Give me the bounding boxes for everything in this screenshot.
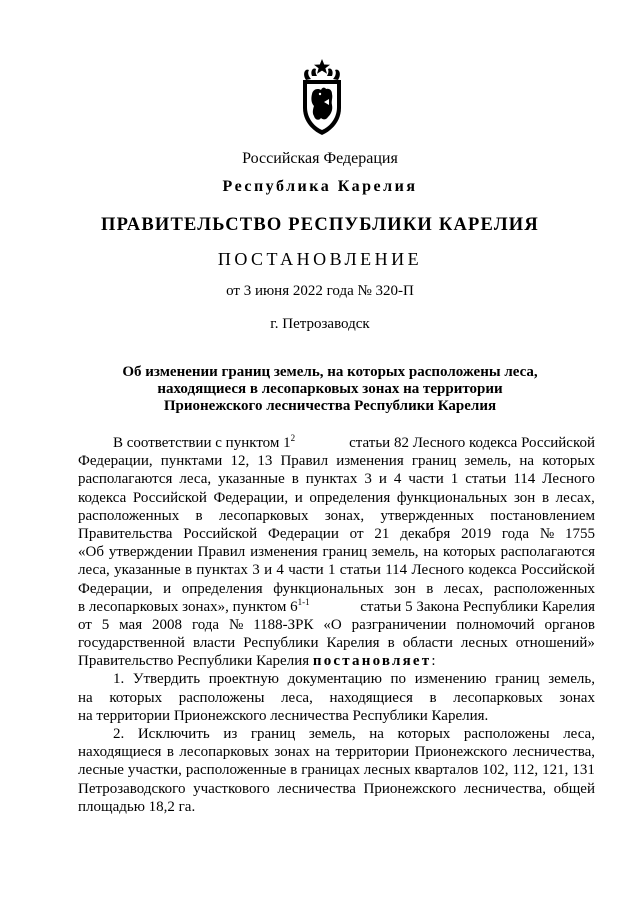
- word: Лесного: [542, 471, 595, 488]
- word: в: [166, 744, 174, 761]
- word: леса,: [179, 471, 212, 488]
- word: в: [291, 471, 299, 488]
- word: расположенных: [493, 580, 595, 597]
- word: изменению: [414, 671, 487, 688]
- word: полномочий: [456, 616, 535, 633]
- word: лесах,: [443, 580, 484, 597]
- body-text: В соответствии с пунктом $1^2$: [113, 433, 296, 451]
- coat-of-arms-of-karelia-emblem: [298, 58, 346, 136]
- word: Исключить: [137, 726, 210, 742]
- word: зонах: [559, 689, 595, 706]
- word: утверждении: [108, 544, 193, 561]
- word: в: [541, 489, 550, 506]
- body-line: площадью 18,2 га.: [78, 798, 196, 815]
- word: 1.: [113, 671, 125, 688]
- word: 102,: [482, 762, 509, 779]
- word: в: [195, 507, 203, 524]
- word: 4: [393, 471, 402, 488]
- word: находящиеся: [78, 744, 162, 761]
- word: 3: [252, 562, 260, 579]
- body-line: [78, 670, 595, 688]
- word: части: [408, 471, 444, 488]
- body-line: [78, 652, 595, 670]
- word: Карелия: [326, 635, 380, 652]
- word: в: [387, 635, 395, 652]
- body-line: [78, 434, 595, 452]
- word: расположенных: [78, 507, 180, 524]
- republic-name: Республика Карелия: [222, 178, 418, 195]
- word: от: [349, 525, 364, 542]
- word: 2.: [113, 726, 125, 742]
- word: лесных: [363, 762, 411, 779]
- superscript: 1-1: [297, 596, 310, 607]
- word: Российской: [132, 489, 207, 506]
- word: определения: [181, 580, 263, 597]
- word: которых: [109, 689, 163, 706]
- word: 3: [364, 471, 372, 488]
- word: которых: [442, 544, 496, 561]
- word: границ: [250, 726, 296, 742]
- word: указанные: [114, 562, 181, 579]
- government-heading: ПРАВИТЕЛЬСТВО РЕСПУБЛИКИ КАРЕЛИЯ: [101, 215, 539, 235]
- word: леса,: [78, 562, 110, 579]
- word: 121,: [542, 762, 569, 779]
- body-line: на территории Прионежского лесничества Республики Карелия.: [78, 707, 489, 724]
- word: зонах,: [324, 507, 365, 524]
- word: лесопарковых: [453, 689, 543, 706]
- body-line: [78, 616, 595, 634]
- word: разграничении: [351, 616, 447, 633]
- word: лесопарковых: [218, 507, 309, 524]
- word: расположенные: [185, 762, 287, 779]
- word: Правительства: [78, 525, 173, 542]
- word: Петрозаводского: [78, 780, 186, 797]
- word: Российской: [520, 562, 595, 579]
- word: леса,: [563, 726, 595, 742]
- word: «О: [323, 616, 342, 633]
- word: Федерации,: [213, 489, 289, 506]
- word: на: [78, 689, 93, 706]
- word: власти: [192, 635, 236, 652]
- word: документацию: [287, 671, 382, 688]
- word: 131: [572, 762, 595, 779]
- word: зон: [513, 489, 536, 506]
- body-line: [78, 725, 595, 743]
- word: 12,: [230, 453, 250, 470]
- word: лесах,: [555, 489, 595, 506]
- word: определения: [309, 489, 391, 506]
- word: располагаются: [500, 544, 595, 561]
- word: границах: [301, 762, 360, 779]
- word: лесные: [78, 762, 124, 779]
- word: года: [191, 616, 220, 633]
- word: 112,: [512, 762, 539, 779]
- body-line: [78, 580, 595, 598]
- document-type: ПОСТАНОВЛЕНИЕ: [217, 249, 423, 269]
- word: 1188-ЗРК: [253, 616, 314, 633]
- word: №: [228, 616, 244, 633]
- word: мая: [119, 616, 143, 633]
- word: изменения: [250, 544, 318, 561]
- word: Федерации,: [78, 580, 153, 597]
- word: «Об: [78, 544, 104, 561]
- body-line: [78, 598, 595, 616]
- word: государственной: [78, 635, 185, 652]
- country-name: Российская Федерация: [242, 150, 398, 167]
- word: леса,: [281, 689, 313, 706]
- word: зонах: [274, 744, 310, 761]
- word: отношений»: [515, 635, 595, 652]
- word: кодекса: [468, 562, 517, 579]
- word: которых: [542, 453, 595, 470]
- word: 114: [385, 562, 408, 579]
- word: 1: [450, 471, 459, 488]
- word: 5: [101, 616, 110, 633]
- word: статьи: [465, 471, 507, 488]
- word: проектную: [208, 671, 279, 688]
- word: 13: [257, 453, 273, 470]
- body-text: Правительство Республики Карелия: [78, 653, 310, 670]
- word: года: [501, 525, 530, 542]
- word: на: [315, 744, 331, 761]
- body-line: [78, 470, 595, 488]
- body-text: :: [431, 653, 436, 670]
- word: лесничества,: [512, 744, 595, 761]
- word: декабря: [400, 525, 451, 542]
- body-line: [78, 561, 595, 579]
- body-line: [78, 689, 595, 707]
- word: 1: [327, 562, 336, 579]
- word: земель,: [548, 671, 595, 688]
- word: лесных: [460, 635, 508, 652]
- body-line: [78, 543, 595, 561]
- body-text: статьи 82 Лесного кодекса Российской: [349, 435, 595, 451]
- word: кварталов: [414, 762, 479, 779]
- word: территории: [335, 744, 410, 761]
- word: расположены: [178, 689, 265, 706]
- word: функциональных: [273, 580, 384, 597]
- city-name: г. Петрозаводск: [270, 316, 370, 332]
- word: Лесного: [411, 562, 465, 579]
- word: кодекса: [78, 489, 127, 506]
- word: Российской: [183, 525, 258, 542]
- body-line: [78, 780, 595, 798]
- word: из: [223, 726, 238, 742]
- word: на: [519, 453, 535, 470]
- word: части: [288, 562, 324, 579]
- body-line: [78, 525, 595, 543]
- body-text: в лесопарковых зонах», пунктом 6$^{1-1}$: [78, 596, 310, 615]
- word: на: [423, 544, 439, 561]
- body-text: статьи 5 Закона Республики Карелия: [360, 598, 595, 615]
- word: указанные: [218, 471, 285, 488]
- word: в: [429, 689, 437, 706]
- body-line: [78, 489, 595, 507]
- word: на: [369, 726, 384, 742]
- word: в: [184, 562, 193, 579]
- word: Прионежского: [414, 744, 508, 761]
- word: границ: [495, 671, 540, 688]
- word: функциональных: [396, 489, 508, 506]
- word: общей: [553, 780, 595, 797]
- word: пунктах: [196, 562, 248, 579]
- body-line: [78, 507, 595, 525]
- word: №: [539, 525, 555, 542]
- word: постановлением: [490, 507, 595, 524]
- word: пунктах: [305, 471, 358, 488]
- word: органов: [544, 616, 595, 633]
- superscript: 2: [290, 433, 296, 443]
- word: зон: [394, 580, 416, 597]
- decree-date-number: от 3 июня 2022 года № 320-П: [226, 283, 414, 299]
- body-line: [78, 452, 595, 470]
- title-line: Об изменении границ земель, на которых расположены леса,: [122, 364, 538, 380]
- resolves-keyword: постановляет: [312, 653, 432, 670]
- word: по: [390, 671, 407, 688]
- word: Федерации,: [78, 453, 153, 470]
- word: находящиеся: [329, 689, 413, 706]
- word: области: [402, 635, 453, 652]
- word: пунктами: [160, 453, 223, 470]
- word: лесничества: [277, 780, 356, 797]
- word: земель,: [308, 726, 356, 742]
- word: Федерации: [268, 525, 339, 542]
- word: Республики: [243, 635, 319, 652]
- word: и: [163, 580, 172, 597]
- body-line: [78, 761, 595, 779]
- word: земель,: [464, 453, 512, 470]
- word: и: [264, 562, 273, 579]
- word: Правил: [280, 453, 329, 470]
- decree-body: [78, 434, 595, 816]
- word: 21: [374, 525, 390, 542]
- word: в: [426, 580, 434, 597]
- word: лесопарковых: [179, 744, 269, 761]
- decree-title: [60, 364, 600, 415]
- word: располагаются: [78, 471, 173, 488]
- word: утвержденных: [380, 507, 474, 524]
- word: которых: [397, 726, 451, 742]
- word: границ: [411, 453, 457, 470]
- word: участки,: [127, 762, 182, 779]
- word: 114: [513, 471, 536, 488]
- word: 4: [276, 562, 284, 579]
- word: участкового: [193, 780, 270, 797]
- word: Правил: [197, 544, 246, 561]
- word: 2019: [461, 525, 492, 542]
- word: границ: [322, 544, 367, 561]
- word: Утвердить: [132, 671, 201, 688]
- word: и: [378, 471, 387, 488]
- body-line: [78, 743, 595, 761]
- word: и: [294, 489, 303, 506]
- word: земель,: [371, 544, 419, 561]
- word: статьи: [339, 562, 381, 579]
- body-line: [78, 634, 595, 652]
- title-line: Прионежского лесничества Республики Карелия: [163, 398, 497, 414]
- word: лесничества,: [463, 780, 547, 797]
- title-line: находящиеся в лесопарковых зонах на территории: [157, 381, 503, 397]
- word: Прионежского: [363, 780, 457, 797]
- word: 1755: [565, 525, 595, 542]
- word: от: [78, 616, 92, 633]
- word: в: [290, 762, 298, 779]
- word: изменения: [336, 453, 404, 470]
- word: расположены: [463, 726, 550, 742]
- word: 2008: [152, 616, 183, 633]
